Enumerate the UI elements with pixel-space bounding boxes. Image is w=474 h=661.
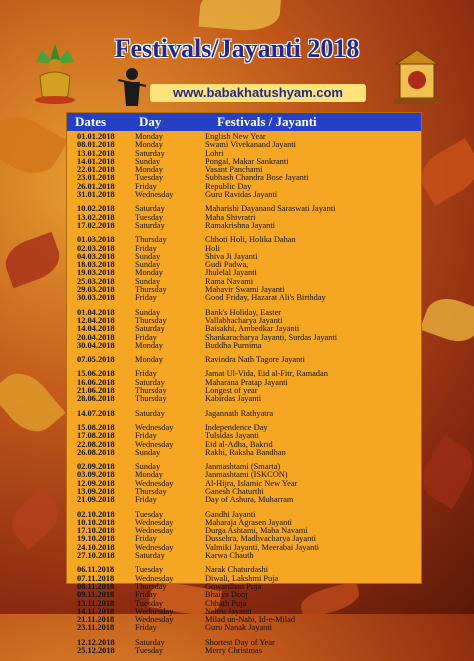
day-cell: Friday [135, 590, 157, 600]
festival-cell: Longest of year [205, 386, 258, 396]
month-group [67, 205, 421, 230]
date-cell: 12.04.2018 [77, 315, 115, 325]
table-header [67, 113, 421, 131]
day-cell: Thursday [135, 486, 167, 496]
day-cell: Saturday [135, 204, 165, 214]
date-cell: 13.01.2018 [77, 148, 115, 158]
festival-cell: Shiva Ji Jayanti [205, 251, 258, 261]
page-title: Festivals/Jayanti 2018 [114, 34, 360, 63]
date-cell: 03.09.2018 [77, 470, 115, 480]
website-url: www.babakhatushyam.com [150, 84, 366, 102]
festival-cell: Dussehra, Madhvacharya Jayanti [205, 534, 316, 544]
day-cell: Wednesday [135, 615, 174, 625]
month-group [67, 463, 421, 504]
day-cell: Saturday [135, 377, 165, 387]
month-group [67, 356, 421, 364]
table-row [67, 356, 421, 364]
date-cell: 02.10.2018 [77, 509, 115, 519]
day-cell: Sunday [135, 276, 161, 286]
day-cell: Wednesday [135, 542, 174, 552]
date-cell: 14.11.2018 [77, 606, 115, 616]
date-cell: 24.10.2018 [77, 542, 115, 552]
day-cell: Monday [135, 340, 163, 350]
date-cell: 27.10.2018 [77, 551, 115, 561]
date-cell: 20.04.2018 [77, 332, 115, 342]
festival-cell: Bank's Holiday, Easter [205, 307, 282, 317]
date-cell: 18.03.2018 [77, 260, 115, 270]
table-row [67, 395, 421, 403]
autumn-leaf-decoration [414, 435, 474, 509]
festival-cell: Maharaja Agrasen Jayanti [205, 517, 292, 527]
festival-cell: Mahavir Swami Jayanti [205, 285, 285, 295]
date-cell: 06.11.2018 [77, 565, 115, 575]
festival-cell: Day of Ashura, Muharram [205, 495, 294, 505]
date-cell: 12.12.2018 [77, 637, 115, 647]
table-row [67, 141, 421, 149]
day-cell: Friday [135, 243, 157, 253]
autumn-leaf-decoration [420, 292, 474, 348]
festival-cell: Swami Vivekanand Jayanti [205, 140, 296, 150]
month-group [67, 309, 421, 350]
date-cell: 01.04.2018 [77, 307, 115, 317]
festival-cell: Al-Hijra, Islamic New Year [205, 478, 298, 488]
autumn-leaf-decoration [0, 232, 65, 288]
festival-cell: Rama Navami [205, 276, 254, 286]
date-cell: 13.09.2018 [77, 486, 115, 496]
date-cell: 07.11.2018 [77, 573, 115, 583]
festival-cell: Ganesh Chaturthi [205, 486, 264, 496]
festival-cell: Narak Chaturdashi [205, 565, 269, 575]
day-cell: Tuesday [135, 509, 164, 519]
day-cell: Wednesday [135, 526, 174, 536]
festival-cell: Jamat Ul-Vida, Eid al-Fitr, Ramadan [205, 369, 328, 379]
festival-cell: Ravindra Nath Tagore Jayanti [205, 355, 305, 365]
day-cell: Friday [135, 431, 157, 441]
day-cell: Saturday [135, 324, 165, 334]
date-cell: 16.06.2018 [77, 377, 115, 387]
festival-cell: Rakhi, Raksha Bandhan [205, 447, 286, 457]
column-header-festival: Festivals / Jayanti [217, 114, 317, 129]
shrine-icon [390, 48, 444, 106]
day-cell: Thursday [135, 235, 167, 245]
date-cell: 25.03.2018 [77, 276, 115, 286]
table-row [67, 294, 421, 302]
festival-cell: Nehru Jayanti [205, 606, 252, 616]
festival-cell: Diwali, Lakshmi Puja [205, 573, 279, 583]
month-group [67, 133, 421, 199]
day-cell: Wednesday [135, 439, 174, 449]
date-cell: 01.03.2018 [77, 235, 115, 245]
day-cell: Sunday [135, 462, 161, 472]
festival-rows [67, 133, 421, 661]
festival-cell: Jagannath Rathyatra [205, 408, 274, 418]
month-group [67, 424, 421, 457]
festival-cell: Maha Shivratri [205, 212, 256, 222]
date-cell: 13.11.2018 [77, 598, 115, 608]
festival-cell: Buddha Purnima [205, 340, 262, 350]
date-cell: 21.11.2018 [77, 615, 115, 625]
festival-cell: Guru Nanak Jayanti [205, 623, 272, 633]
day-cell: Friday [135, 495, 157, 505]
table-row [67, 624, 421, 632]
day-cell: Tuesday [135, 565, 164, 575]
day-cell: Saturday [135, 551, 165, 561]
month-group [67, 639, 421, 656]
autumn-leaf-decoration [413, 138, 474, 206]
day-cell: Thursday [135, 315, 167, 325]
day-cell: Thursday [135, 394, 167, 404]
festival-cell: Bhaiya Dooj [205, 590, 248, 600]
date-cell: 13.02.2018 [77, 212, 115, 222]
day-cell: Tuesday [135, 212, 164, 222]
festival-table [66, 112, 422, 656]
date-cell: 23.01.2018 [77, 173, 115, 183]
date-cell: 17.10.2018 [77, 526, 115, 536]
date-cell: 29.03.2018 [77, 285, 115, 295]
day-cell: Friday [135, 181, 157, 191]
date-cell: 26.08.2018 [77, 447, 115, 457]
date-cell: 22.01.2018 [77, 165, 115, 175]
day-cell: Wednesday [135, 517, 174, 527]
festival-cell: Shortest Day of Year [205, 637, 275, 647]
date-cell: 25.12.2018 [77, 646, 115, 656]
date-cell: 30.03.2018 [77, 293, 115, 303]
festival-cell: Lohri [205, 148, 224, 158]
month-group [67, 511, 421, 561]
table-row [67, 608, 421, 616]
festival-cell: Good Friday, Hazarat Ali's Birthday [205, 293, 326, 303]
date-cell: 04.03.2018 [77, 251, 115, 261]
day-cell: Friday [135, 369, 157, 379]
festival-cell: Durga Ashtami, Maha Navami [205, 526, 308, 536]
date-cell: 14.07.2018 [77, 408, 115, 418]
festival-cell: Holi [205, 243, 220, 253]
date-cell: 21.06.2018 [77, 386, 115, 396]
day-cell: Wednesday [135, 422, 174, 432]
date-cell: 09.11.2018 [77, 590, 115, 600]
festival-cell: Pongal, Makar Sankranti [205, 156, 289, 166]
festival-cell: Chhath Puja [205, 598, 247, 608]
festival-cell: Maharishi Dayanand Saraswati Jayanti [205, 204, 336, 214]
month-group [67, 566, 421, 632]
day-cell: Friday [135, 332, 157, 342]
festival-cell: Eid al-Adha, Bakrid [205, 439, 273, 449]
festival-cell: Tulsidas Jayanti [205, 431, 259, 441]
festival-cell: Kabirdas Jayanti [205, 394, 262, 404]
autumn-leaf-decoration [0, 363, 66, 442]
date-cell: 19.10.2018 [77, 534, 115, 544]
day-cell: Tuesday [135, 173, 164, 183]
festival-cell: Karwa Chauth [205, 551, 254, 561]
date-cell: 31.01.2018 [77, 190, 115, 200]
table-row [67, 639, 421, 647]
table-row [67, 552, 421, 560]
autumn-leaf-decoration [0, 106, 68, 184]
day-cell: Saturday [135, 408, 165, 418]
festival-cell: Baisakhi, Ambedkar Jayanti [205, 324, 300, 334]
day-cell: Monday [135, 165, 163, 175]
day-cell: Wednesday [135, 478, 174, 488]
day-cell: Saturday [135, 148, 165, 158]
column-header-dates: Dates [75, 114, 107, 129]
table-row [67, 647, 421, 655]
festival-cell: Shankaracharya Jayanti, Surdas Jayanti [205, 332, 338, 342]
festival-cell: Janmashtami (Smarta) [205, 462, 281, 472]
table-row [67, 496, 421, 504]
column-header-day: Day [139, 114, 162, 129]
festival-cell: Gudi Padwa, [205, 260, 249, 270]
date-cell: 07.05.2018 [77, 355, 115, 365]
festival-cell: Janmashtami (ISKCON) [205, 470, 288, 480]
day-cell: Sunday [135, 307, 161, 317]
day-cell: Tuesday [135, 646, 164, 656]
festival-cell: Vallabhacharya Jayanti [205, 315, 283, 325]
date-cell: 08.01.2018 [77, 140, 115, 150]
festival-cell: Guru Ravidas Jayanti [205, 190, 278, 200]
day-cell: Friday [135, 293, 157, 303]
table-row [67, 410, 421, 418]
date-cell: 21.09.2018 [77, 495, 115, 505]
festival-cell: Jhulelal Jayanti [205, 268, 257, 278]
krishna-silhouette-icon [116, 66, 148, 108]
month-group [67, 370, 421, 403]
month-group [67, 410, 421, 418]
date-cell: 08.11.2018 [77, 581, 115, 591]
day-cell: Sunday [135, 156, 161, 166]
date-cell: 10.02.2018 [77, 204, 115, 214]
day-cell: Thursday [135, 581, 167, 591]
festival-cell: English New Year [205, 132, 266, 141]
day-cell: Friday [135, 534, 157, 544]
table-row [67, 191, 421, 199]
festival-cell: Milad un-Nabi, Id-e-Milad [205, 615, 296, 625]
date-cell: 22.08.2018 [77, 439, 115, 449]
date-cell: 14.01.2018 [77, 156, 115, 166]
date-cell: 17.02.2018 [77, 220, 115, 230]
day-cell: Thursday [135, 386, 167, 396]
date-cell: 02.03.2018 [77, 243, 115, 253]
day-cell: Sunday [135, 260, 161, 270]
table-row [67, 449, 421, 457]
date-cell: 14.04.2018 [77, 324, 115, 334]
day-cell: Wednesday [135, 606, 174, 616]
date-cell: 23.11.2018 [77, 623, 115, 633]
festival-cell: Subhash Chandra Bose Jayanti [205, 173, 309, 183]
table-row [67, 236, 421, 244]
month-group [67, 236, 421, 302]
date-cell: 12.09.2018 [77, 478, 115, 488]
festival-cell: Chhoti Holi, Holika Dahan [205, 235, 296, 245]
festival-cell: Gowardhan Puja [205, 581, 262, 591]
festival-cell: Ramakrishna Jayanti [205, 220, 276, 230]
festival-cell: Vasant Panchami [205, 165, 263, 175]
festival-cell: Merry Christmas [205, 646, 262, 656]
table-row [67, 222, 421, 230]
table-row [67, 342, 421, 350]
day-cell: Monday [135, 140, 163, 150]
day-cell: Saturday [135, 220, 165, 230]
festival-cell: Maharana Pratap Jayanti [205, 377, 288, 387]
day-cell: Sunday [135, 447, 161, 457]
date-cell: 10.10.2018 [77, 517, 115, 527]
festival-cell: Independence Day [205, 422, 268, 432]
day-cell: Tuesday [135, 598, 164, 608]
day-cell: Monday [135, 268, 163, 278]
date-cell: 01.01.2018 [77, 132, 115, 141]
day-cell: Sunday [135, 251, 161, 261]
day-cell: Monday [135, 355, 163, 365]
day-cell: Monday [135, 470, 163, 480]
festival-cell: Gandhi Jayanti [205, 509, 256, 519]
header [0, 0, 474, 108]
date-cell: 28.06.2018 [77, 394, 115, 404]
autumn-leaf-decoration [4, 488, 67, 549]
date-cell: 15.08.2018 [77, 422, 115, 432]
date-cell: 02.09.2018 [77, 462, 115, 472]
date-cell: 30.04.2018 [77, 340, 115, 350]
day-cell: Wednesday [135, 573, 174, 583]
day-cell: Saturday [135, 637, 165, 647]
table-row [67, 616, 421, 624]
date-cell: 26.01.2018 [77, 181, 115, 191]
date-cell: 19.03.2018 [77, 268, 115, 278]
date-cell: 15.06.2018 [77, 369, 115, 379]
festival-cell: Valmiki Jayanti, Meerabai Jayanti [205, 542, 319, 552]
day-cell: Thursday [135, 285, 167, 295]
festival-cell: Republic Day [205, 181, 252, 191]
date-cell: 17.08.2018 [77, 431, 115, 441]
day-cell: Wednesday [135, 190, 174, 200]
day-cell: Friday [135, 623, 157, 633]
day-cell: Monday [135, 132, 163, 141]
